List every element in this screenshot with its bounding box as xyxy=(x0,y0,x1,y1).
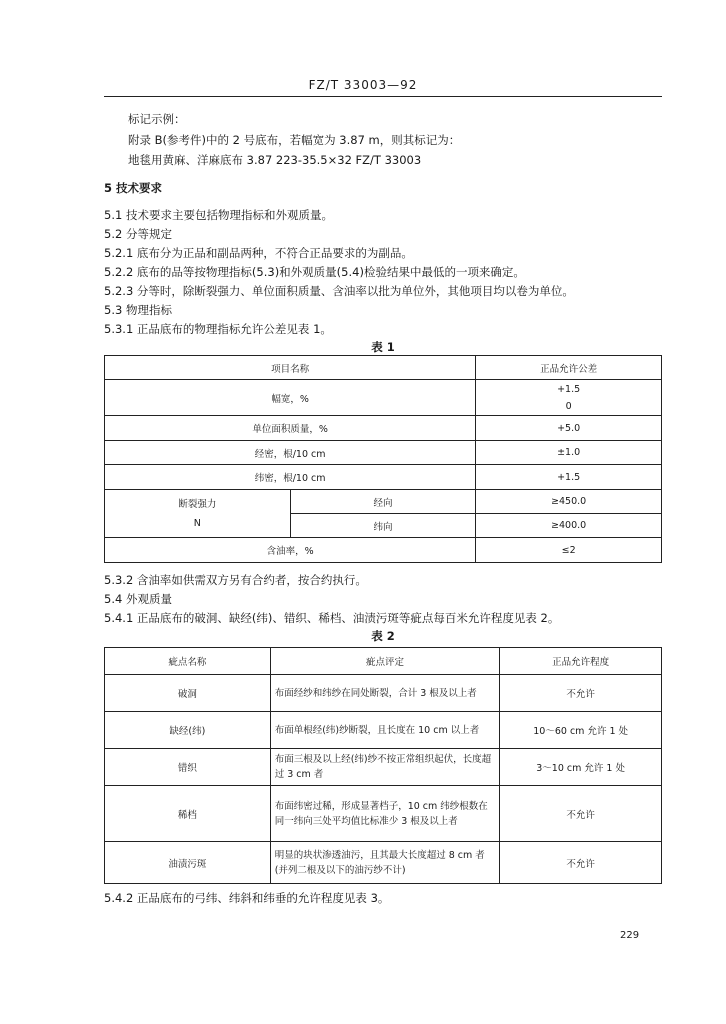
section-5-2-1: 5.2.1 底布分为正品和副品两种，不符合正品要求的为副品。 xyxy=(104,246,413,260)
table-1-cell-width-tolerance xyxy=(476,380,662,416)
table-2-cell-name: 稀档 xyxy=(105,786,271,842)
table-row xyxy=(105,749,662,786)
table-2-cell-rule: 布面纬密过稀，形成显著档子，10 cm 纬纱根数在同一纬向三处平均值比标准少 3 根及以上者 xyxy=(270,786,500,842)
width-tolerance-minus: 0 xyxy=(565,400,572,412)
table-1-header-tolerance: 正品允许公差 xyxy=(476,356,662,380)
table-2-cell-allowance: 不允许 xyxy=(500,675,662,712)
table-1-cell-weft-density-name: 纬密，根/10 cm xyxy=(105,465,476,490)
section-5-heading: 5 技术要求 xyxy=(104,181,163,195)
table-1-caption: 表 1 xyxy=(371,340,395,354)
table-2 xyxy=(104,647,662,884)
table-row xyxy=(105,786,662,842)
table-1-cell-weft-density-tolerance: +1.5 xyxy=(476,465,662,490)
table-2-caption: 表 2 xyxy=(371,629,395,643)
section-5-3-1: 5.3.1 正品底布的物理指标允许公差见表 1。 xyxy=(104,322,332,336)
header-rule xyxy=(104,96,662,97)
table-1-cell-strength-weft-label: 纬向 xyxy=(290,514,476,538)
table-1-cell-strength-weft-value: ≥400.0 xyxy=(476,514,662,538)
table-1-cell-warp-density-name: 经密，根/10 cm xyxy=(105,441,476,465)
table-2-header-rule: 疵点评定 xyxy=(270,648,500,675)
section-5-4: 5.4 外观质量 xyxy=(104,592,172,606)
strength-name-text: 断裂强力 xyxy=(178,498,217,510)
table-1-cell-warp-density-tolerance: ±1.0 xyxy=(476,441,662,465)
width-tolerance-plus: +1.5 xyxy=(557,383,581,395)
table-2-cell-rule: 布面经纱和纬纱在同处断裂，合计 3 根及以上者 xyxy=(270,675,500,712)
section-5-2-2: 5.2.2 底布的品等按物理指标(5.3)和外观质量(5.4)检验结果中最低的一项来确定。 xyxy=(104,265,525,279)
table-2-cell-allowance: 10～60 cm 允许 1 处 xyxy=(500,712,662,749)
table-1-cell-strength-warp-value: ≥450.0 xyxy=(476,490,662,514)
table-1-cell-width-name: 幅宽，% xyxy=(105,380,476,416)
table-2-cell-rule: 布面三根及以上经(纬)纱不按正常组织起伏，长度超过 3 cm 者 xyxy=(270,749,500,786)
table-row xyxy=(105,712,662,749)
table-2-cell-rule: 明显的块状渗透油污，且其最大长度超过 8 cm 者(并列二根及以下的油污纱不计) xyxy=(270,842,500,884)
section-5-4-2: 5.4.2 正品底布的弓纬、纬斜和纬垂的允许程度见表 3。 xyxy=(104,891,390,905)
table-2-cell-name: 破洞 xyxy=(105,675,271,712)
section-5-2-3: 5.2.3 分等时，除断裂强力、单位面积质量、含油率以批为单位外，其他项目均以卷为单位。 xyxy=(104,284,574,298)
section-5-3-2: 5.3.2 含油率如供需双方另有合约者，按合约执行。 xyxy=(104,573,367,587)
table-2-cell-name: 缺经(纬) xyxy=(105,712,271,749)
table-1-cell-strength-name xyxy=(105,490,291,538)
table-row xyxy=(105,675,662,712)
table-2-cell-name: 错织 xyxy=(105,749,271,786)
strength-unit-text: N xyxy=(193,517,201,529)
table-2-cell-name: 油渍污斑 xyxy=(105,842,271,884)
example-line-1: 附录 B(参考件)中的 2 号底布，若幅宽为 3.87 m，则其标记为： xyxy=(128,133,461,147)
table-2-cell-allowance: 不允许 xyxy=(500,842,662,884)
table-row xyxy=(105,842,662,884)
example-line-2: 地毯用黄麻、洋麻底布 3.87 223-35.5×32 FZ/T 33003 xyxy=(128,153,422,167)
example-title: 标记示例： xyxy=(128,112,186,126)
table-2-cell-allowance: 不允许 xyxy=(500,786,662,842)
table-1-header-item: 项目名称 xyxy=(105,356,476,380)
table-2-header-name: 疵点名称 xyxy=(105,648,271,675)
table-1-cell-mass-name: 单位面积质量，% xyxy=(105,416,476,441)
table-2-cell-allowance: 3～10 cm 允许 1 处 xyxy=(500,749,662,786)
table-2-cell-rule: 布面单根经(纬)纱断裂，且长度在 10 cm 以上者 xyxy=(270,712,500,749)
table-1 xyxy=(104,355,662,563)
table-1-cell-oil-name: 含油率，% xyxy=(105,538,476,563)
table-1-cell-mass-tolerance: +5.0 xyxy=(476,416,662,441)
table-1-cell-strength-warp-label: 经向 xyxy=(290,490,476,514)
document-code-header: FZ/T 33003—92 xyxy=(308,78,418,92)
page-number: 229 xyxy=(620,930,640,941)
table-1-cell-oil-tolerance: ≤2 xyxy=(476,538,662,563)
section-5-4-1: 5.4.1 正品底布的破洞、缺经(纬)、错织、稀档、油渍污斑等疵点每百米允许程度见表 2。 xyxy=(104,611,560,625)
section-5-1: 5.1 技术要求主要包括物理指标和外观质量。 xyxy=(104,208,333,222)
section-5-2: 5.2 分等规定 xyxy=(104,227,172,241)
section-5-3: 5.3 物理指标 xyxy=(104,303,172,317)
table-2-header-allowance: 正品允许程度 xyxy=(500,648,662,675)
